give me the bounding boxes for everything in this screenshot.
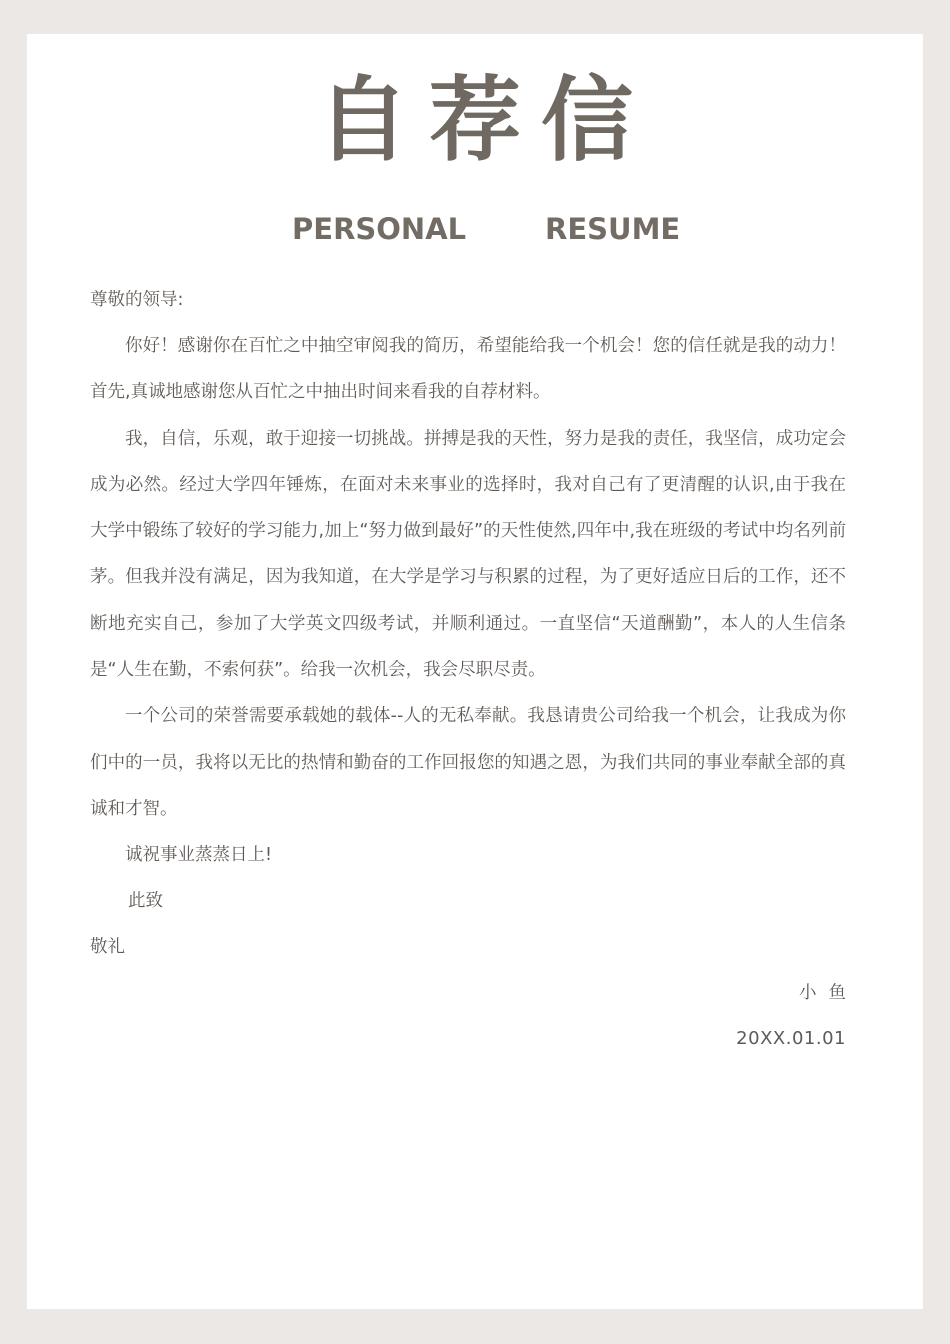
subtitle-word-resume: RESUME [545,212,681,246]
letter-paragraph-2: 我，自信，乐观，敢于迎接一切挑战。拼搏是我的天性，努力是我的责任，我坚信，成功定会成为必然。经过大学四年锤炼，在面对未来事业的选择时，我对自己有了更清醒的认识,由于我在大学中锻练了较好的学习能力,加上“努力做到最好”的天性使然,四年中,我在班级的考试中均名列前茅。但我并没有满足，因为我知道，在大学是学习与积累的过程，为了更好适应日后的工作，还不断地充实自己，参加了大学英文四级考试，并顺利通过。一直坚信“天道酬勤”，本人的人生信条是“人生在勤，不索何获”。给我一次机会，我会尽职尽责。 [90,428,846,681]
letter-page [27,34,923,1309]
letter-signature [90,970,858,1016]
letter-body [90,277,858,1062]
subtitle-word-personal: PERSONAL [292,212,467,246]
letter-date: 20XX.01.01 [736,1028,846,1050]
letter-salute: 敬礼 [90,937,125,958]
letter-paragraph-1: 你好！感谢你在百忙之中抽空审阅我的简历，希望能给我一个机会！您的信任就是我的动力！首先,真诚地感谢您从百忙之中抽出时间来看我的自荐材料。 [90,336,846,403]
letter-wish: 诚祝事业蒸蒸日上! [125,845,273,866]
subtitle [27,209,923,249]
page-title: 自荐信 [316,67,653,174]
letter-greeting: 尊敬的领导: [90,290,184,310]
letter-paragraph-3: 一个公司的荣誉需要承载她的载体--人的无私奉献。我恳请贵公司给我一个机会，让我成为你们中的一员，我将以无比的热情和勤奋的工作回报您的知遇之恩，为我们共同的事业奉献全部的真诚和才智。 [90,706,846,819]
signature-name: 小鱼 [799,983,858,1004]
letter-closing: 此致 [128,891,163,912]
